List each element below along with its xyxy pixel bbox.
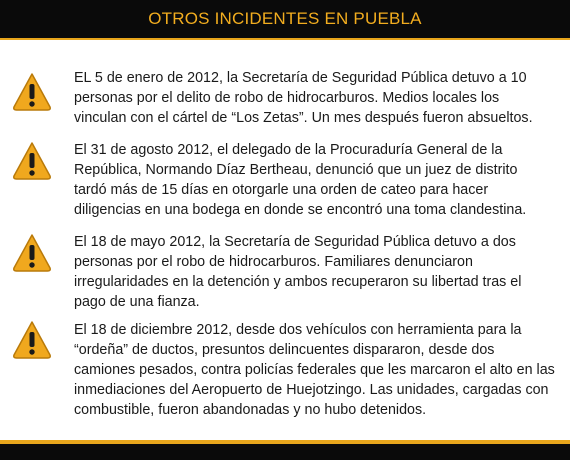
incident-text: El 31 de agosto 2012, el delegado de la Procuraduría General de la República, Normando Díaz Bertheau, denunció que un juez de distrito tardó más de 15 días en otorgarle una orden de cateo para hacer diligencias en una bodega en donde se encontró una toma clandestina. bbox=[74, 142, 527, 218]
warning-icon bbox=[12, 141, 52, 181]
warning-icon bbox=[12, 233, 52, 273]
warning-icon bbox=[12, 72, 52, 112]
incident-text: El 18 de diciembre 2012, desde dos vehículos con herramienta para la “ordeña” de ductos, presuntos delincuentes dispararon, desde dos camiones pesados, contra policías federales que les marcaron el alto en las inmediaciones del Aeropuerto de Huejotzingo. Las unidades, cargadas con combustible, fueron abandonadas y no hubo detenidos. bbox=[74, 322, 555, 418]
warning-icon bbox=[12, 320, 52, 360]
page-title: OTROS INCIDENTES EN PUEBLA bbox=[148, 9, 422, 28]
incident-text: EL 5 de enero de 2012, la Secretaría de Seguridad Pública detuvo a 10 personas por el delito de robo de hidrocarburos. Medios locales los vinculan con el cártel de “Los Zetas”. Un mes después fueron absueltos. bbox=[74, 70, 533, 126]
header-bar bbox=[0, 0, 570, 40]
footer-bar bbox=[0, 440, 570, 460]
incident-text: El 18 de mayo 2012, la Secretaría de Seguridad Pública detuvo a dos personas por el robo de hidrocarburos. Familiares denunciaron irregularidades en la detención y ambos recuperaron su libertad tras el pago de una fianza. bbox=[74, 234, 522, 310]
